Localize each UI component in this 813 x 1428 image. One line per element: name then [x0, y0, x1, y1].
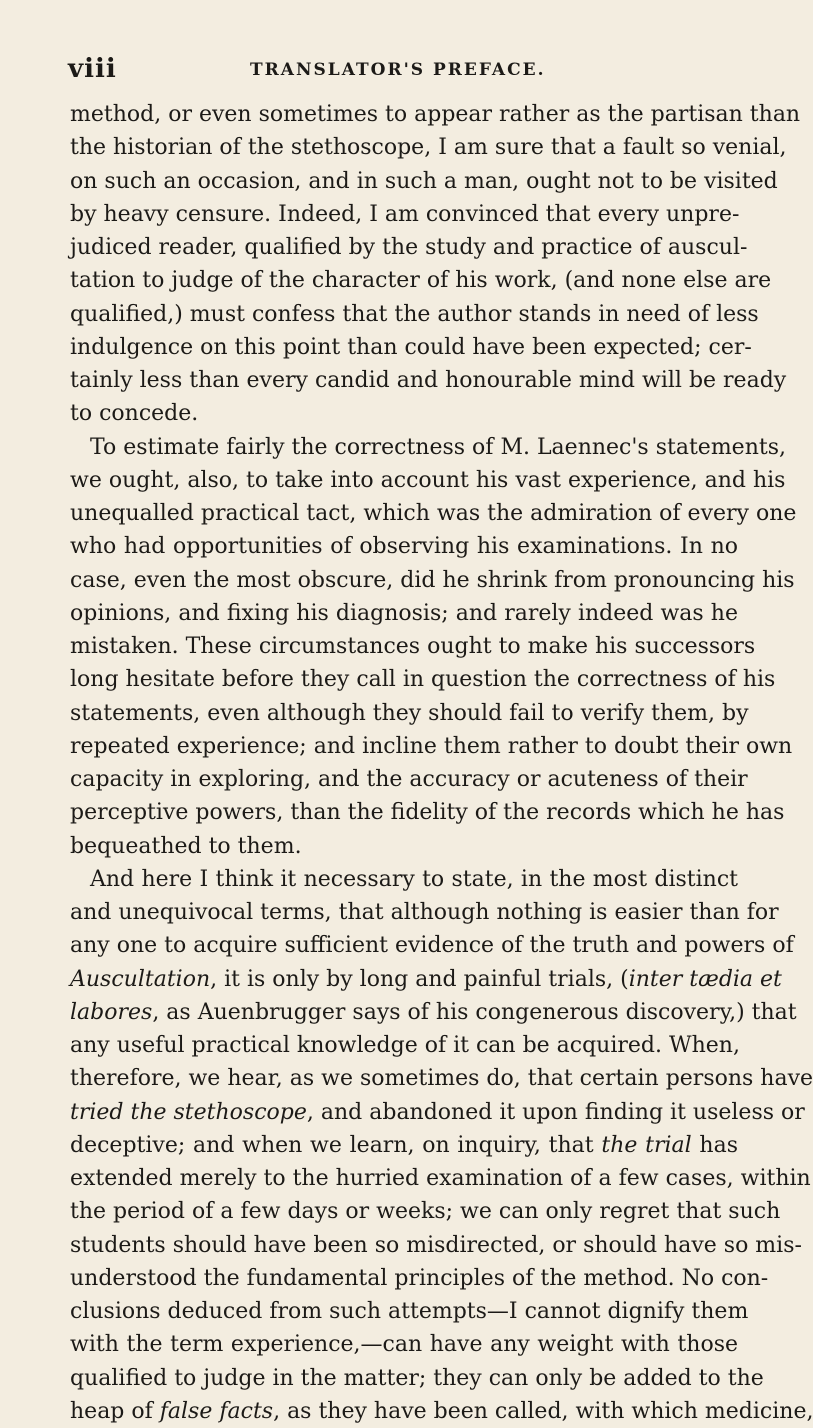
text-line: repeated experience; and incline them rather to doubt their own: [70, 733, 793, 759]
text-line: heap of false facts, as they have been called, with which medicine,: [70, 1398, 813, 1424]
text-line: on such an occasion, and in such a man, ought not to be visited: [70, 168, 778, 194]
text-line: perceptive powers, than the fidelity of the records which he has: [70, 800, 785, 826]
text-line: extended merely to the hurried examination of a few cases, within: [70, 1166, 811, 1191]
text-line: who had opportunities of observing his examinations. In no: [70, 534, 738, 560]
text-line: clusions deduced from such attempts—I cannot dignify them: [70, 1299, 749, 1324]
text-line: any one to acquire sufficient evidence of the truth and powers of: [70, 933, 794, 959]
text-line: long hesitate before they call in question the correctness of his: [70, 667, 776, 693]
text-line: labores, as Auenbrugger says of his congenerous discovery,) that: [70, 999, 797, 1025]
text-line: statements, even although they should fail to verify them, by: [70, 700, 749, 726]
text-line: the historian of the stethoscope, I am sure that a fault so venial,: [70, 135, 787, 161]
text-line: And here I think it necessary to state, in the most distinct: [90, 866, 738, 892]
running-head: TRANSLATOR'S PREFACE.: [250, 60, 546, 80]
page-number: viii: [68, 54, 117, 84]
text-line: the period of a few days or weeks; we can only regret that such: [70, 1199, 781, 1225]
text-line: method, or even sometimes to appear rather as the partisan than: [70, 102, 801, 127]
text-line: unequalled practical tact, which was the admiration of every one: [70, 501, 797, 526]
text-line: to concede.: [70, 401, 199, 427]
text-line: students should have been so misdirected, or should have so mis-: [70, 1232, 802, 1258]
text-line: any useful practical knowledge of it can be acquired. When,: [70, 1033, 740, 1058]
text-line: indulgence on this point than could have been expected; cer-: [70, 334, 752, 360]
text-line: judiced reader, qualified by the study and practice of auscul-: [70, 235, 748, 260]
text-line: therefore, we hear, as we sometimes do, that certain persons have: [70, 1066, 813, 1092]
text-line: mistaken. These circumstances ought to make his successors: [70, 634, 756, 659]
body-text: [70, 98, 813, 1428]
text-line: qualified to judge in the matter; they can only be added to the: [70, 1365, 764, 1391]
text-line: understood the fundamental principles of the method. No con-: [70, 1265, 769, 1291]
text-line: deceptive; and when we learn, on inquiry, that the trial has: [70, 1132, 739, 1158]
text-line: capacity in exploring, and the accuracy or acuteness of their: [70, 767, 748, 792]
text-line: by heavy censure. Indeed, I am convinced that every unpre-: [70, 201, 740, 227]
text-line: tried the stethoscope, and abandoned it upon finding it useless or: [70, 1099, 805, 1125]
text-line: and unequivocal terms, that although nothing is easier than for: [70, 900, 779, 925]
text-line: opinions, and fixing his diagnosis; and rarely indeed was he: [70, 600, 738, 626]
text-line: with the term experience,—can have any weight with those: [70, 1332, 738, 1358]
text-line: case, even the most obscure, did he shrink from pronouncing his: [70, 567, 795, 593]
text-line: bequeathed to them.: [70, 833, 302, 859]
page-header: [68, 54, 729, 84]
text-line: tation to judge of the character of his work, (and none else are: [70, 268, 772, 294]
text-line: tainly less than every candid and honourable mind will be ready: [70, 368, 787, 393]
text-line: Auscultation, it is only by long and painful trials, (inter tædia et: [70, 966, 782, 992]
text-line: To estimate fairly the correctness of M. Laennec's statements,: [90, 434, 786, 460]
text-line: qualified,) must confess that the author stands in need of less: [70, 301, 759, 327]
text-line: we ought, also, to take into account his vast experience, and his: [70, 467, 786, 493]
